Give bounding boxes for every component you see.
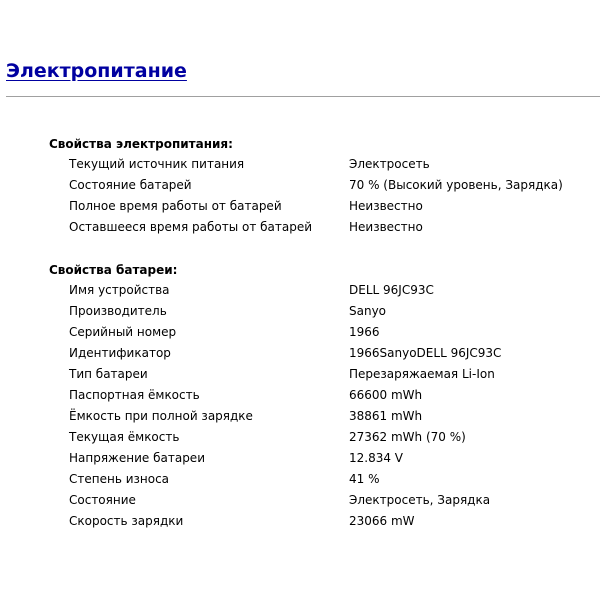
property-value: Электросеть	[349, 157, 430, 171]
property-label: Оставшееся время работы от батарей	[69, 220, 313, 234]
property-label: Производитель	[69, 304, 167, 318]
property-label: Серийный номер	[69, 325, 177, 339]
property-row-full-charge-capacity	[49, 406, 600, 427]
title-divider	[6, 96, 600, 97]
property-label: Паспортная ёмкость	[69, 388, 200, 402]
property-row-manufacturer	[49, 301, 600, 322]
property-row-battery-status	[49, 175, 600, 196]
property-row-battery-voltage	[49, 448, 600, 469]
property-label: Ёмкость при полной зарядке	[69, 409, 253, 423]
property-row-design-capacity	[49, 385, 600, 406]
property-row-identifier	[49, 343, 600, 364]
property-value: Перезаряжаемая Li-Ion	[349, 367, 495, 381]
property-value: 38861 mWh	[349, 409, 423, 423]
battery-properties-header: Свойства батареи:	[49, 263, 178, 277]
property-label: Текущий источник питания	[69, 157, 245, 171]
property-label: Состояние батарей	[69, 178, 192, 192]
property-row-current-capacity	[49, 427, 600, 448]
property-value: Неизвестно	[349, 199, 423, 213]
property-value: 70 % (Высокий уровень, Зарядка)	[349, 178, 563, 192]
power-properties-header: Свойства электропитания:	[49, 137, 233, 151]
property-value: 12.834 V	[349, 451, 404, 465]
property-value: Неизвестно	[349, 220, 423, 234]
power-properties-section	[49, 134, 600, 238]
property-value: 66600 mWh	[349, 388, 423, 402]
property-label: Состояние	[69, 493, 136, 507]
property-row-device-name	[49, 280, 600, 301]
page-title[interactable]: Электропитание	[6, 60, 187, 82]
property-value: Электросеть, Зарядка	[349, 493, 491, 507]
property-row-battery-type	[49, 364, 600, 385]
property-row-power-source	[49, 154, 600, 175]
property-label: Имя устройства	[69, 283, 170, 297]
battery-properties-section	[49, 260, 600, 532]
property-value: 1966	[349, 325, 380, 339]
property-label: Степень износа	[69, 472, 170, 486]
property-value: DELL 96JC93C	[349, 283, 434, 297]
property-label: Идентификатор	[69, 346, 171, 360]
property-row-state	[49, 490, 600, 511]
property-label: Тип батареи	[69, 367, 148, 381]
property-label: Скорость зарядки	[69, 514, 184, 528]
property-label: Напряжение батареи	[69, 451, 205, 465]
property-value: 1966SanyoDELL 96JC93C	[349, 346, 502, 360]
property-row-serial-number	[49, 322, 600, 343]
property-row-charge-rate	[49, 511, 600, 532]
property-value: 41 %	[349, 472, 380, 486]
property-row-wear-level	[49, 469, 600, 490]
property-label: Текущая ёмкость	[69, 430, 180, 444]
property-row-remaining-runtime	[49, 217, 600, 238]
property-value: 27362 mWh (70 %)	[349, 430, 466, 444]
property-value: 23066 mW	[349, 514, 415, 528]
property-value: Sanyo	[349, 304, 387, 318]
property-label: Полное время работы от батарей	[69, 199, 282, 213]
property-row-full-runtime	[49, 196, 600, 217]
